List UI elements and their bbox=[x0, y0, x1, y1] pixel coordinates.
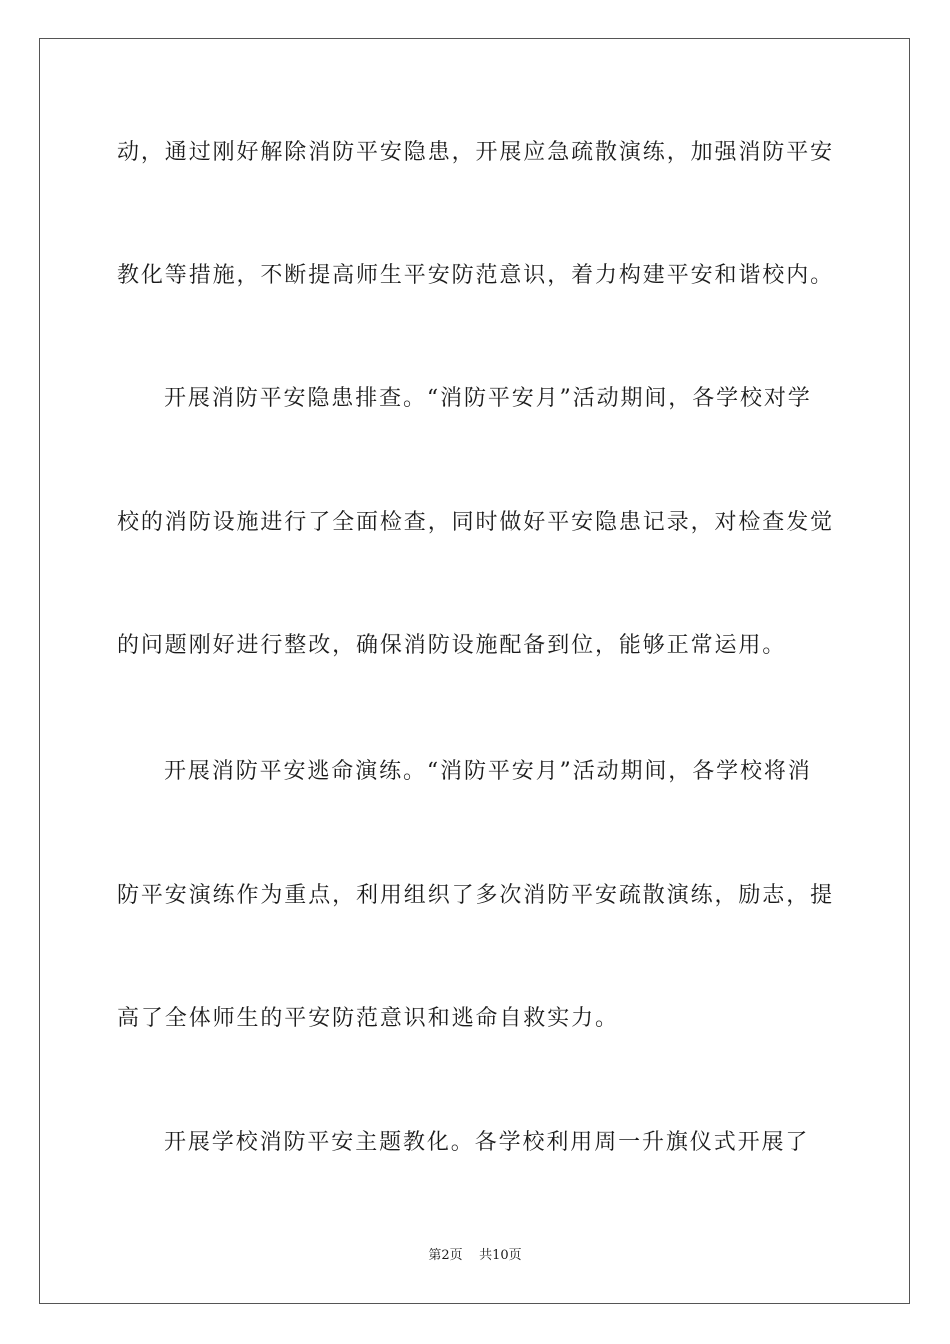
page-number-footer: 第2页 共10页 bbox=[428, 1248, 522, 1263]
paragraph-start-line: 开展学校消防平安主题教化。各学校利用周一升旗仪式开展了 bbox=[164, 1130, 810, 1155]
body-text-line: 动，通过刚好解除消防平安隐患，开展应急疏散演练，加强消防平安 bbox=[117, 140, 835, 165]
body-text-line: 教化等措施，不断提高师生平安防范意识，着力构建平安和谐校内。 bbox=[117, 263, 835, 288]
body-text-line: 防平安演练作为重点，利用组织了多次消防平安疏散演练，励志，提 bbox=[117, 883, 835, 908]
body-text-line: 高了全体师生的平安防范意识和逃命自救实力。 bbox=[117, 1006, 619, 1031]
paragraph-start-line: 开展消防平安逃命演练。“消防平安月”活动期间，各学校将消 bbox=[164, 759, 812, 784]
page-border bbox=[39, 38, 910, 1304]
body-text-line: 的问题刚好进行整改，确保消防设施配备到位，能够正常运用。 bbox=[117, 633, 787, 658]
body-text-line: 校的消防设施进行了全面检查，同时做好平安隐患记录，对检查发觉 bbox=[117, 510, 835, 535]
paragraph-start-line: 开展消防平安隐患排查。“消防平安月”活动期间，各学校对学 bbox=[164, 386, 812, 411]
